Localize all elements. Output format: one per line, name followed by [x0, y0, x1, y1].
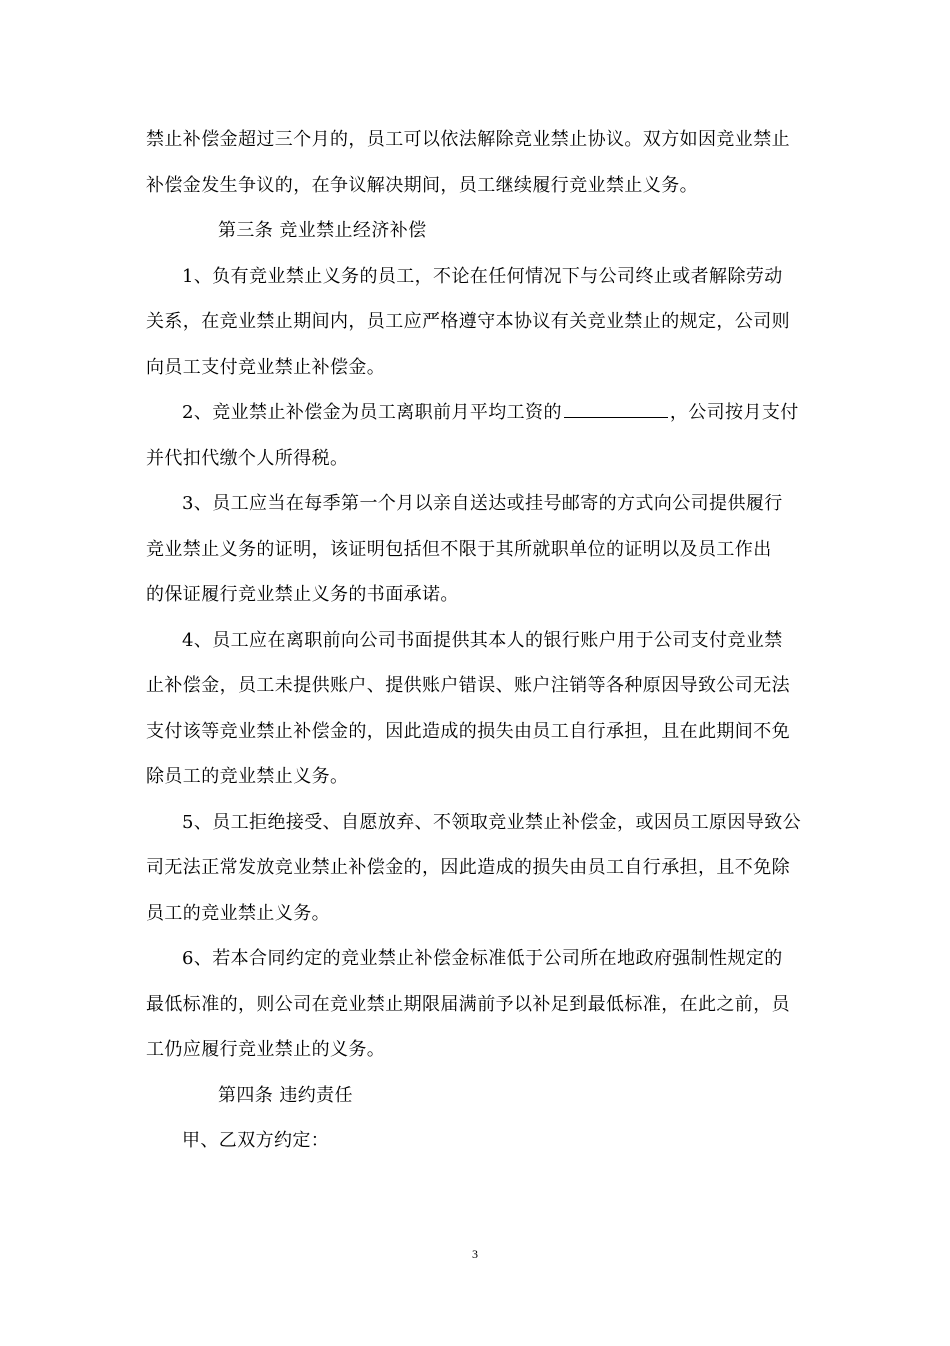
document-body	[146, 117, 810, 1164]
section-heading-3: 第三条 竞业禁止经济补偿	[218, 220, 427, 241]
paragraph-line: 1、负有竞业禁止义务的员工，不论在任何情况下与公司终止或者解除劳动	[182, 265, 783, 287]
clause-2-text-b: ，公司按月支付	[669, 402, 799, 423]
paragraph-line: 禁止补偿金超过三个月的，员工可以依法解除竞业禁止协议。双方如因竞业禁止	[146, 129, 790, 150]
paragraph-line: 支付该等竞业禁止补偿金的，因此造成的损失由员工自行承担，且在此期间不免	[146, 720, 790, 742]
fill-in-blank[interactable]	[564, 403, 668, 418]
paragraph-line: 竞业禁止义务的证明，该证明包括但不限于其所就职单位的证明以及员工作出	[146, 538, 772, 560]
paragraph-line: 关系，在竞业禁止期间内，员工应严格遵守本协议有关竞业禁止的规定，公司则	[146, 311, 790, 332]
paragraph-line: 工仍应履行竞业禁止的义务。	[146, 1039, 386, 1060]
paragraph-line: 甲、乙双方约定：	[182, 1130, 330, 1151]
page-number: 3	[472, 1247, 478, 1261]
clause-2-text-a: 2、竞业禁止补偿金为员工离职前月平均工资的	[182, 402, 562, 423]
paragraph-line: 的保证履行竞业禁止义务的书面承诺。	[146, 584, 459, 605]
paragraph-line: 除员工的竞业禁止义务。	[146, 766, 349, 787]
section-heading-4: 第四条 违约责任	[218, 1084, 353, 1106]
paragraph-line	[146, 390, 810, 436]
paragraph-line: 最低标准的，则公司在竞业禁止期限届满前予以补足到最低标准，在此之前，员	[146, 993, 790, 1015]
paragraph-line: 止补偿金，员工未提供账户、提供账户错误、账户注销等各种原因导致公司无法	[146, 675, 790, 696]
paragraph-line: 补偿金发生争议的，在争议解决期间，员工继续履行竞业禁止义务。	[146, 174, 698, 196]
paragraph-line: 向员工支付竞业禁止补偿金。	[146, 356, 386, 378]
paragraph-line: 司无法正常发放竞业禁止补偿金的，因此造成的损失由员工自行承担，且不免除	[146, 857, 790, 878]
paragraph-line: 6、若本合同约定的竞业禁止补偿金标准低于公司所在地政府强制性规定的	[182, 948, 783, 969]
paragraph-line: 员工的竞业禁止义务。	[146, 902, 330, 924]
paragraph-line: 并代扣代缴个人所得税。	[146, 447, 349, 469]
paragraph-line: 5、员工拒绝接受、自愿放弃、不领取竞业禁止补偿金，或因员工原因导致公	[182, 811, 802, 833]
paragraph-line: 3、员工应当在每季第一个月以亲自送达或挂号邮寄的方式向公司提供履行	[182, 493, 783, 514]
paragraph-line: 4、员工应在离职前向公司书面提供其本人的银行账户用于公司支付竞业禁	[182, 629, 783, 651]
